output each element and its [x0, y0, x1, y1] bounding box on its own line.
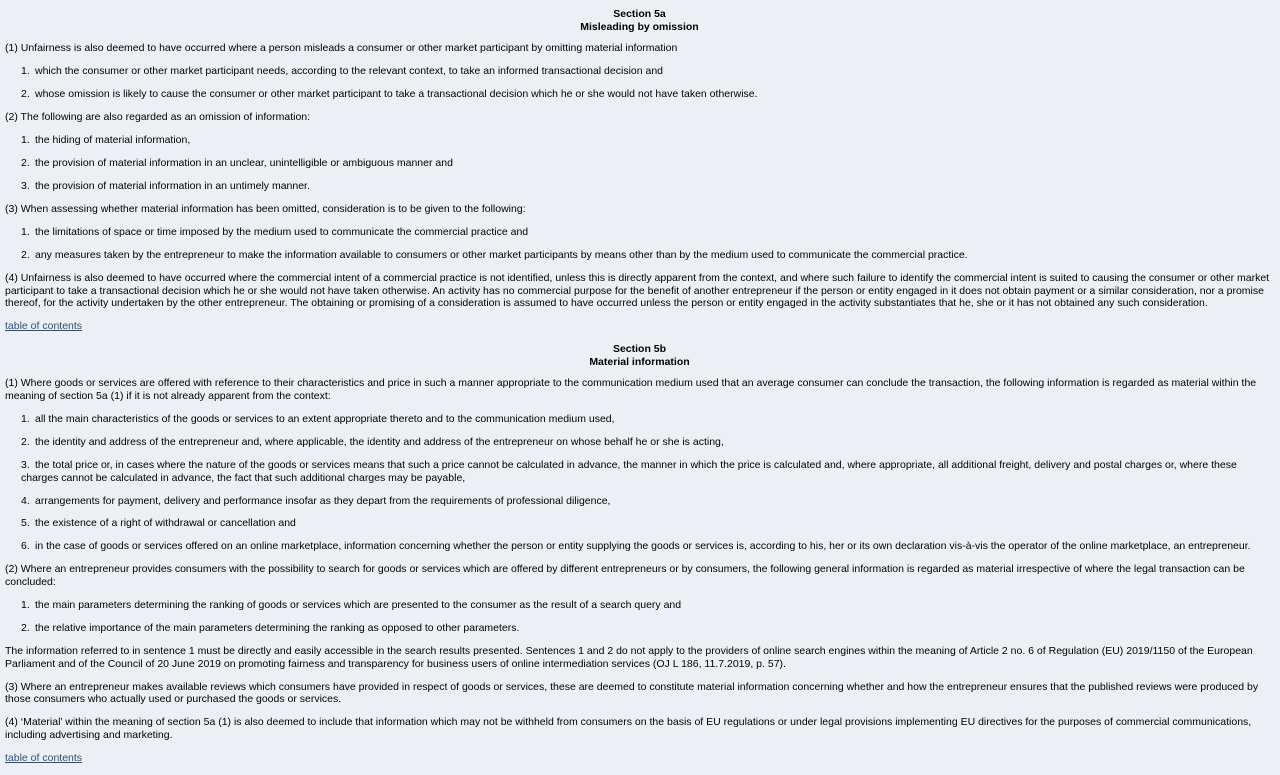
list-item-text: in the case of goods or services offered on an online marketplace, information concerning whether the person or entity supplying the goods or services is, according to his, her or its own declaration vis-à-vis the operator of the online marketplace, an entrepreneur.	[35, 540, 1251, 553]
section-title: Misleading by omission	[580, 20, 699, 33]
list-item-text: the provision of material information in an unclear, unintelligible or ambiguous manner and	[35, 157, 453, 170]
section-number: Section 5a	[613, 8, 666, 20]
paragraph: (1) Where goods or services are offered with reference to their characteristics and price in such a manner appropriate to the communication medium used that an average consumer can conclude the transaction, the following information is regarded as material within the meaning of section 5a (1) if it is not already apparent from the context:	[5, 377, 1257, 402]
paragraph: (2) The following are also regarded as an omission of information:	[5, 111, 311, 124]
list-item	[5, 413, 1274, 426]
list-item-number: 3.	[21, 180, 30, 193]
list-item-text: the existence of a right of withdrawal or cancellation and	[35, 517, 296, 530]
section-number: Section 5b	[612, 343, 667, 356]
section-title: Material information	[589, 355, 690, 368]
paragraph: The information referred to in sentence 1 must be directly and easily accessible in the search results presented. Sentences 1 and 2 do not apply to the providers of online search engines within the meaning of Article 2 no. 6 of Regulation (EU) 2019/1150 of the European Parliament and of the Council of 20 June 2019 on promoting fairness and transparency for business users of online intermediation services (OJ L 186, 11.7.2019, p. 57).	[5, 645, 1253, 670]
table-of-contents-link[interactable]: table of contents	[5, 320, 83, 333]
paragraph: (2) Where an entrepreneur provides consumers with the possibility to search for goods or services which are offered by different entrepreneurs or by consumers, the following general information is regarded as material irrespective of where the legal transaction can be concluded:	[5, 563, 1245, 589]
list-item-text: whose omission is likely to cause the consumer or other market participant to take a transactional decision which he or she would not have taken otherwise.	[35, 88, 758, 101]
section-heading	[5, 8, 1274, 33]
list-item	[5, 157, 1274, 170]
list-item-number: 1.	[21, 134, 30, 147]
list-item-text: the hiding of material information,	[35, 134, 191, 147]
list-item-number: 5.	[21, 517, 30, 530]
list-item	[5, 88, 1274, 101]
paragraph: (3) When assessing whether material information has been omitted, consideration is to be given to the following:	[5, 203, 526, 216]
section-heading	[5, 343, 1274, 368]
list-item	[5, 249, 1274, 262]
numbered-list	[5, 226, 1274, 262]
list-item-number: 2.	[21, 622, 30, 635]
paragraph: (3) Where an entrepreneur makes available reviews which consumers have provided in respect of goods or services, these are deemed to constitute material information concerning whether and how the entrepreneur ensures that the published reviews were produced by those consumers who actually used or purchased the goods or services.	[5, 680, 1259, 706]
list-item	[5, 622, 1274, 635]
list-item	[5, 180, 1274, 193]
list-item-text: the total price or, in cases where the nature of the goods or services means that such a price cannot be calculated in advance, the manner in which the price is calculated and, where appropriate, all additional freight, delivery and postal charges or, where these charges cannot be calculated in advance, the fact that such additional charges may be payable,	[21, 458, 1237, 484]
list-item-number: 1.	[21, 226, 30, 239]
list-item	[5, 517, 1274, 530]
list-item-text: any measures taken by the entrepreneur to make the information available to consumers or other market participants by means other than by the medium used to communicate the commercial practice.	[35, 249, 968, 262]
list-item	[5, 134, 1274, 147]
list-item-text: the main parameters determining the ranking of goods or services which are presented to the consumer as the result of a search query and	[35, 599, 682, 612]
list-item-text: the relative importance of the main parameters determining the ranking as opposed to other parameters.	[35, 622, 520, 635]
list-item-number: 2.	[21, 157, 30, 170]
list-item-number: 1.	[21, 412, 30, 425]
list-item-number: 2.	[21, 88, 30, 101]
list-item-number: 3.	[21, 458, 30, 471]
list-item	[5, 495, 1274, 508]
list-item-number: 2.	[21, 435, 30, 448]
list-item	[5, 226, 1274, 239]
list-item-text: arrangements for payment, delivery and performance insofar as they depart from the requirements of professional diligence,	[35, 494, 611, 507]
list-item-text: the limitations of space or time imposed by the medium used to communicate the commercial practice and	[35, 226, 529, 239]
list-item	[5, 459, 1274, 484]
list-item-number: 4.	[21, 494, 30, 507]
list-item-number: 6.	[21, 540, 30, 553]
list-item-text: which the consumer or other market participant needs, according to the relevant context, to take an informed transactional decision and	[35, 65, 664, 78]
list-item	[5, 65, 1274, 78]
table-of-contents-link[interactable]: table of contents	[5, 751, 83, 764]
numbered-list	[5, 599, 1274, 635]
numbered-list	[5, 413, 1274, 553]
list-item	[5, 436, 1274, 449]
numbered-list	[5, 134, 1274, 193]
list-item	[5, 599, 1274, 612]
numbered-list	[5, 65, 1274, 101]
paragraph: (1) Unfairness is also deemed to have occurred where a person misleads a consumer or other market participant by omitting material information	[5, 42, 678, 55]
list-item-number: 2.	[21, 249, 30, 262]
list-item-text: all the main characteristics of the goods or services to an extent appropriate thereto and to the communication medium used,	[35, 412, 615, 425]
list-item-number: 1.	[21, 599, 30, 612]
list-item	[5, 540, 1274, 553]
list-item-text: the provision of material information in an untimely manner.	[35, 180, 310, 193]
list-item-text: the identity and address of the entrepreneur and, where applicable, the identity and address of the entrepreneur on whose behalf he or she is acting,	[35, 435, 724, 448]
list-item-number: 1.	[21, 65, 30, 78]
paragraph: (4) Unfairness is also deemed to have occurred where the commercial intent of a commercial practice is not identified, unless this is directly apparent from the context, and where such failure to identify the commercial intent is suited to causing the consumer or other market participant to take a transactional decision which he or she would not have taken otherwise. An activity has no commercial purpose for the benefit of another entrepreneur if the person or entity engaged in it does not obtain payment or a similar consideration, nor a promise thereof, for the activity undertaken by the other entrepreneur. The obtaining or promising of a consideration is assumed to have occurred unless the person or entity engaged in the activity substantiates that he, she or it has not obtained any such consideration.	[5, 272, 1270, 310]
paragraph: (4) ‘Material’ within the meaning of section 5a (1) is also deemed to include that information which may not be withheld from consumers on the basis of EU regulations or under legal provisions implementing EU directives for the purposes of commercial communications, including advertising and marketing.	[5, 716, 1252, 741]
